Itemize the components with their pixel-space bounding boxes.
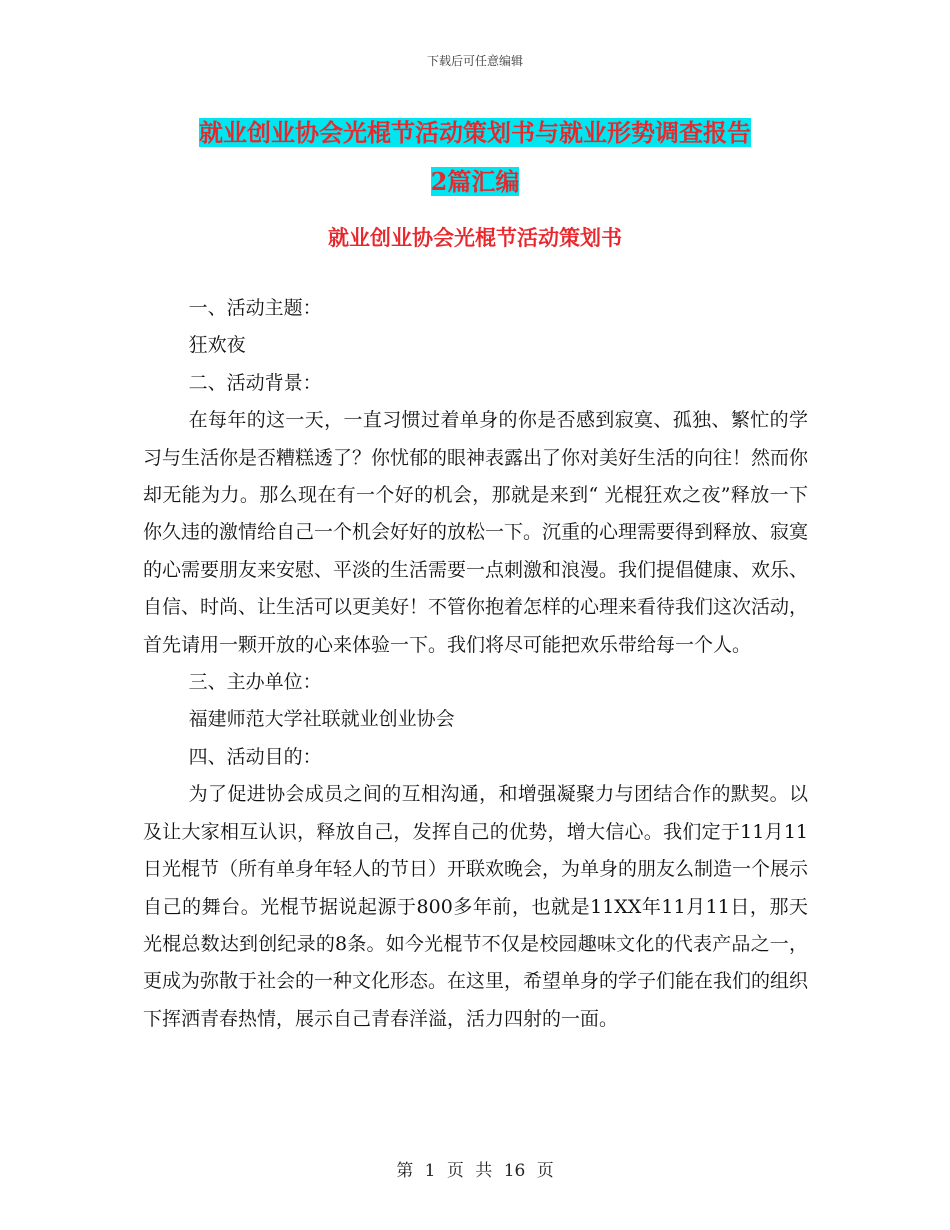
heading-theme: 一、活动主题： [188, 297, 322, 319]
purpose-paragraph: 为了促进协会成员之间的互相沟通，和增强凝聚力与团结合作的默契。以及让大家相互认识，释放自己，发挥自己的优势，增大信心。我们定于11月11日光棍节（所有单身年轻人的节日）开联欢晚会，为单身的朋友么制造一个展示自己的舞台。光棍节据说起源于800多年前，也就是11XX年11月11日，那天光棍总数达到创纪录的8条。如今光棍节不仅是校园趣味文化的代表产品之一，更成为弥散于社会的一种文化形态。在这里，希望单身的学子们能在我们的组织下挥洒青春热情，展示自己青春洋溢，活力四射的一面。 [143, 783, 809, 1030]
page-footer: 第 1 页 共 16 页 [396, 1161, 554, 1181]
section-title: 就业创业协会光棍节活动策划书 [328, 225, 622, 250]
title-line-2: 2篇汇编 [430, 167, 520, 196]
heading-organizer: 三、主办单位： [188, 671, 322, 694]
organizer-value: 福建师范大学社联就业创业协会 [188, 708, 455, 731]
document-body [143, 290, 808, 1038]
header-note: 下载后可任意编辑 [426, 54, 523, 68]
heading-background: 二、活动背景： [188, 371, 322, 394]
theme-value: 狂欢夜 [188, 334, 246, 357]
title-line-1: 就业创业协会光棍节活动策划书与就业形势调查报告 [199, 118, 751, 147]
background-paragraph: 在每年的这一天，一直习惯过着单身的你是否感到寂寞、孤独、繁忙的学习与生活你是否糟糕透了？你忧郁的眼神表露出了你对美好生活的向往！然而你却无能为力。那么现在有一个好的机会，那就是来到“ 光棍狂欢之夜”释放一下你久违的激情给自己一个机会好好的放松一下。沉重的心理需要得到释放、寂寞的心需要朋友来安慰、平淡的生活需要一点刺激和浪漫。我们提倡健康、欢乐、自信、时尚、让生活可以更美好！不管你抱着怎样的心理来看待我们这次活动，首先请用一颗开放的心来体验一下。我们将尽可能把欢乐带给每一个人。 [143, 409, 809, 656]
heading-purpose: 四、活动目的： [188, 745, 322, 768]
document-title [140, 110, 810, 208]
